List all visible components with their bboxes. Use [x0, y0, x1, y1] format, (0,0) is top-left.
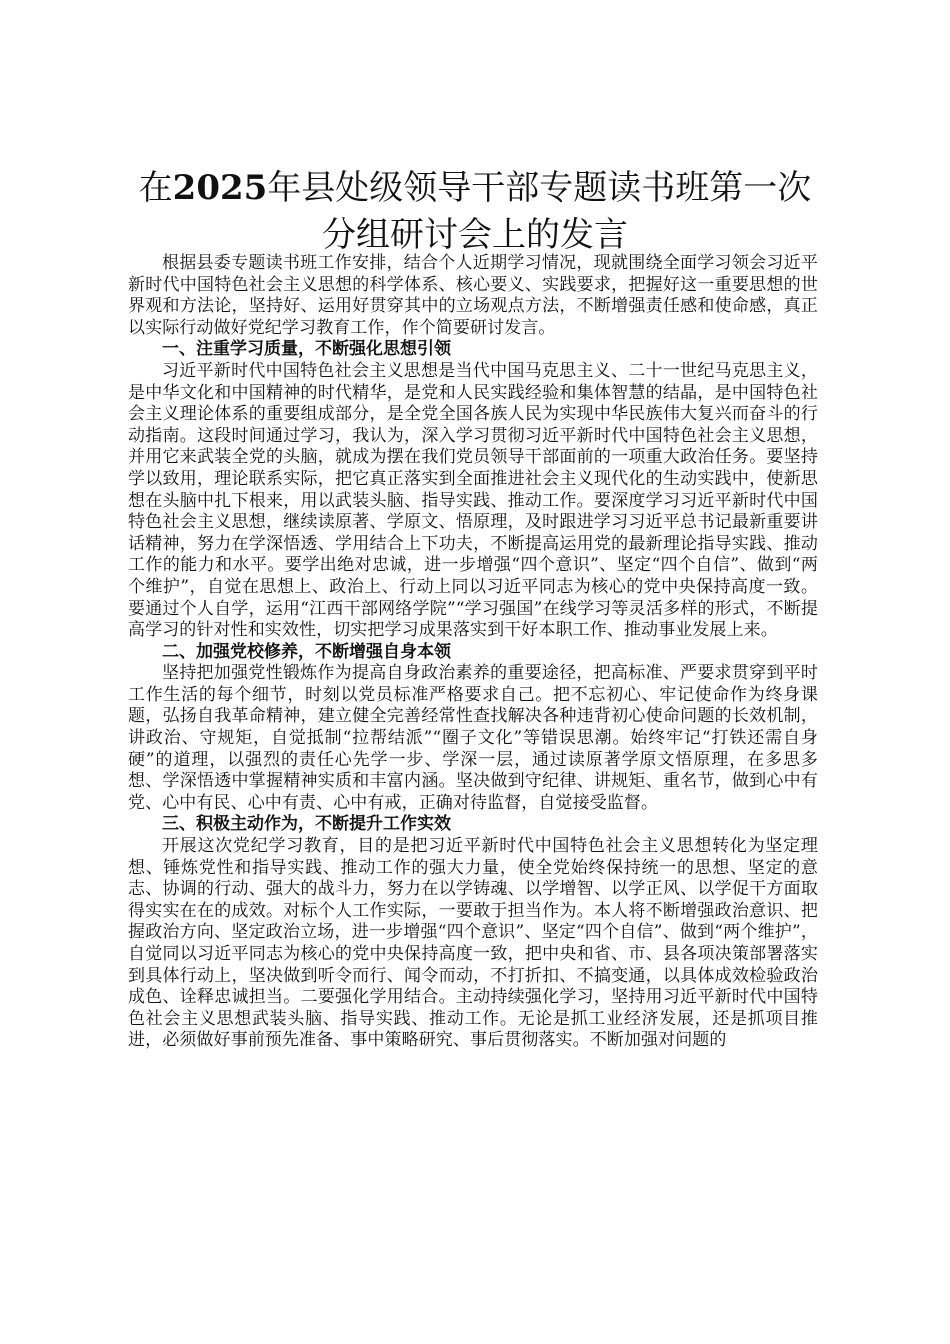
- document-body: [128, 253, 818, 1052]
- section-1-text: 习近平新时代中国特色社会主义思想是当代中国马克思主义、二十一世纪马克思主义，是中华文化和中国精神的时代精华，是党和人民实践经验和集体智慧的结晶，是中国特色社会主义理论体系的重要组成部分，是全党全国各族人民为实现中华民族伟大复兴而奋斗的行动指南。这段时间通过学习，我认为，深入学习贯彻习近平新时代中国特色社会主义思想，并用它来武装全党的头脑，就成为摆在我们党员领导干部面前的一项重大政治任务。要坚持学以致用，理论联系实际，把它真正落实到全面推进社会主义现代化的生动实践中，使新思想在头脑中扎下根来，用以武装头脑、指导实践、推动工作。要深度学习习近平新时代中国特色社会主义思想，继续读原著、学原文、悟原理，及时跟进学习习近平总书记最新重要讲话精神，努力在学深悟透、学用结合上下功夫，不断提高运用党的最新理论指导实践、推动工作的能力和水平。要学出绝对忠诚，进一步增强“四个意识”、坚定“四个自信”、做到“两个维护”，自觉在思想上、政治上、行动上同以习近平同志为核心的党中央保持高度一致。要通过个人自学，运用“江西干部网络学院”“学习强国”在线学习等灵活多样的形式，不断提高学习的针对性和实效性，切实把学习成果落实到干好本职工作、推动事业发展上来。: [128, 360, 818, 641]
- document-title: [100, 165, 850, 259]
- section-3-heading: 三、积极主动作为，不断提升工作实效: [162, 814, 451, 835]
- section-1-heading: 一、注重学习质量，不断强化思想引领: [162, 339, 451, 360]
- section-2-text: 坚持把加强党性锻炼作为提高自身政治素养的重要途径，把高标准、严要求贯穿到平时工作生活的每个细节，时刻以党员标准严格要求自己。把不忘初心、牢记使命作为终身课题，弘扬自我革命精神，建立健全完善经常性查找解决各种违背初心使命问题的长效机制，讲政治、守规矩，自觉抵制“拉帮结派”“圈子文化”等错误思潮。始终牢记“打铁还需自身硬”的道理，以强烈的责任心先学一步、学深一层，通过读原著学原文悟原理，在多思多想、学深悟透中掌握精神实质和丰富内涵。坚决做到守纪律、讲规矩、重名节，做到心中有党、心中有民、心中有责、心中有戒，正确对待监督，自觉接受监督。: [128, 663, 818, 813]
- title-line2: 分组研讨会上的发言: [322, 215, 628, 255]
- section-2-heading: 二、加强党校修养，不断增强自身本领: [162, 641, 451, 662]
- section-3-text: 开展这次党纪学习教育，目的是把习近平新时代中国特色社会主义思想转化为坚定理想、锤炼党性和指导实践、推动工作的强大力量，使全党始终保持统一的思想、坚定的意志、协调的行动、强大的战斗力，努力在以学铸魂、以学增智、以学正风、以学促干方面取得实实在在的成效。对标个人工作实际，一要敢于担当作为。本人将不断增强政治意识、把握政治方向、坚定政治立场，进一步增强“四个意识”、坚定“四个自信”、做到“两个维护”，自觉同以习近平同志为核心的党中央保持高度一致，把中央和省、市、县各项决策部署落实到具体行动上，坚决做到听令而行、闻令而动，不打折扣、不搞变通，以具体成效检验政治成色、诠释忠诚担当。二要强化学用结合。主动持续强化学习，坚持用习近平新时代中国特色社会主义思想武装头脑、指导实践、推动工作。无论是抓工业经济发展，还是抓项目推进，必须做好事前预先准备、事中策略研究、事后贯彻落实。不断加强对问题的: [128, 836, 818, 1051]
- title-year: 2025: [172, 168, 268, 208]
- title-prefix: 在: [138, 168, 173, 208]
- intro-paragraph: 根据县委专题读书班工作安排，结合个人近期学习情况，现就围绕全面学习领会习近平新时代中国特色社会主义思想的科学体系、核心要义、实践要求，把握好这一重要思想的世界观和方法论，坚持好、运用好贯穿其中的立场观点方法，不断增强责任感和使命感，真正以实际行动做好党纪学习教育工作，作个简要研讨发言。: [128, 253, 818, 338]
- title-line1-rest: 年县处级领导干部专题读书班第一次: [267, 168, 812, 208]
